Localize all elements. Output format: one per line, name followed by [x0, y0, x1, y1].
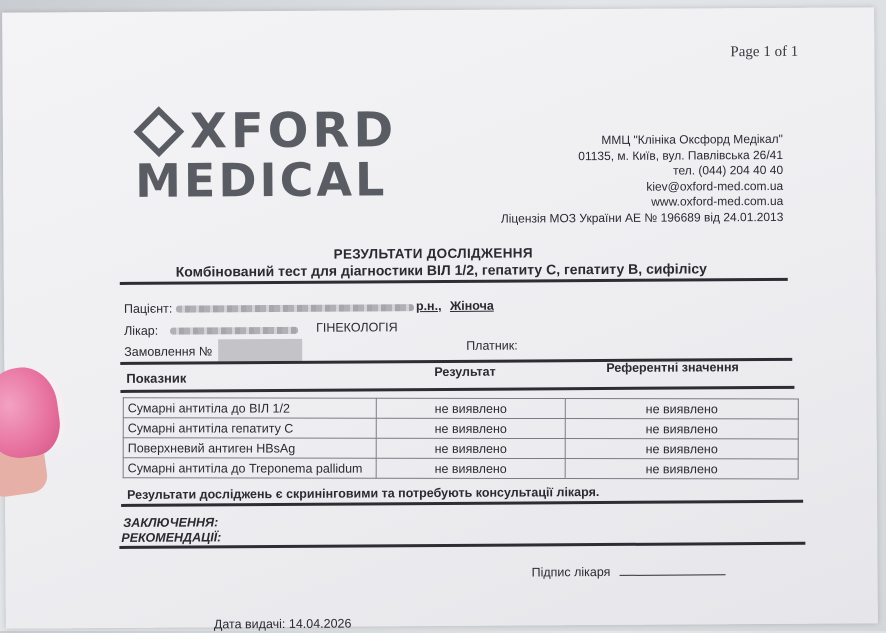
result-cell: не виявлено [376, 398, 565, 418]
col-header-reference: Референтні значення [606, 360, 739, 375]
oxford-medical-logo [134, 102, 398, 208]
reference-cell: не виявлено [565, 459, 798, 479]
clinic-info [500, 132, 783, 227]
patient-name-redacted [176, 304, 414, 312]
reference-cell: не виявлено [565, 399, 798, 419]
order-number-redacted [218, 339, 302, 362]
finger-nail-overlay [0, 353, 94, 467]
payer-label: Платник: [466, 338, 518, 353]
table-row [123, 458, 798, 479]
table-row [123, 398, 798, 419]
issue-date: Дата видачі: 14.04.2026 [213, 616, 352, 632]
conclusion-label: ЗАКЛЮЧЕННЯ: [123, 515, 219, 530]
clinic-license: Ліцензія МОЗ України АЕ № 196689 від 24.01.2013 [500, 209, 784, 226]
order-label: Замовлення № [124, 344, 213, 359]
patient-label: Пацієнт: [123, 301, 173, 316]
reference-cell: не виявлено [565, 439, 798, 459]
signature-line [620, 574, 726, 576]
indicator-cell: Сумарні антитіла до ВІЛ 1/2 [123, 398, 376, 418]
logo-line2: MEDICAL [134, 152, 388, 208]
doctor-name-redacted [170, 327, 298, 335]
clinic-phone: тел. (044) 204 40 40 [673, 163, 784, 178]
patient-sex: Жіноча [449, 298, 494, 313]
logo-line1: XFORD [189, 102, 398, 160]
report-sheet [2, 7, 878, 632]
logo-diamond-icon [133, 106, 184, 157]
indicator-cell: Сумарні антитіла до Treponema pallidum [123, 458, 376, 478]
result-cell: не виявлено [376, 418, 565, 438]
page-number: Page 1 of 1 [730, 43, 799, 61]
result-cell: не виявлено [376, 438, 565, 458]
recommendation-label: РЕКОМЕНДАЦІЇ: [121, 530, 222, 545]
report-title: РЕЗУЛЬТАТИ ДОСЛІДЖЕННЯ [333, 245, 533, 262]
conclusion-divider [119, 542, 805, 549]
birth-label: р.н., [415, 298, 442, 314]
reference-cell: не виявлено [565, 419, 798, 439]
col-header-indicator: Показник [126, 370, 187, 386]
table-row [123, 438, 798, 459]
indicator-cell: Поверхневий антиген HBsAg [123, 438, 376, 458]
signature-label: Підпис лікаря [531, 564, 611, 580]
results-table [123, 397, 799, 479]
report-subtitle: Комбінований тест для діагностики ВІЛ 1/2, гепатиту С, гепатиту В, сифілісу [175, 260, 707, 280]
clinic-website: www.oxford-med.com.ua [651, 194, 784, 210]
clinic-address: 01135, м. Київ, вул. Павлівська 26/41 [578, 147, 784, 163]
pink-nail [0, 362, 70, 462]
table-row [123, 418, 798, 439]
doctor-label: Лікар: [124, 323, 159, 338]
department: ГІНЕКОЛОГІЯ [316, 320, 398, 335]
screening-note: Результати досліджень є скринінговими та потребують консультації лікаря. [127, 485, 600, 502]
indicator-cell: Сумарні антитіла гепатиту С [123, 418, 376, 438]
clinic-email: kiev@oxford-med.com.ua [646, 178, 784, 194]
clinic-name: ММЦ "Клініка Оксфорд Медікал" [601, 131, 783, 148]
result-cell: не виявлено [376, 458, 565, 478]
col-header-result: Результат [434, 364, 496, 380]
header-bottom-divider [120, 386, 794, 393]
